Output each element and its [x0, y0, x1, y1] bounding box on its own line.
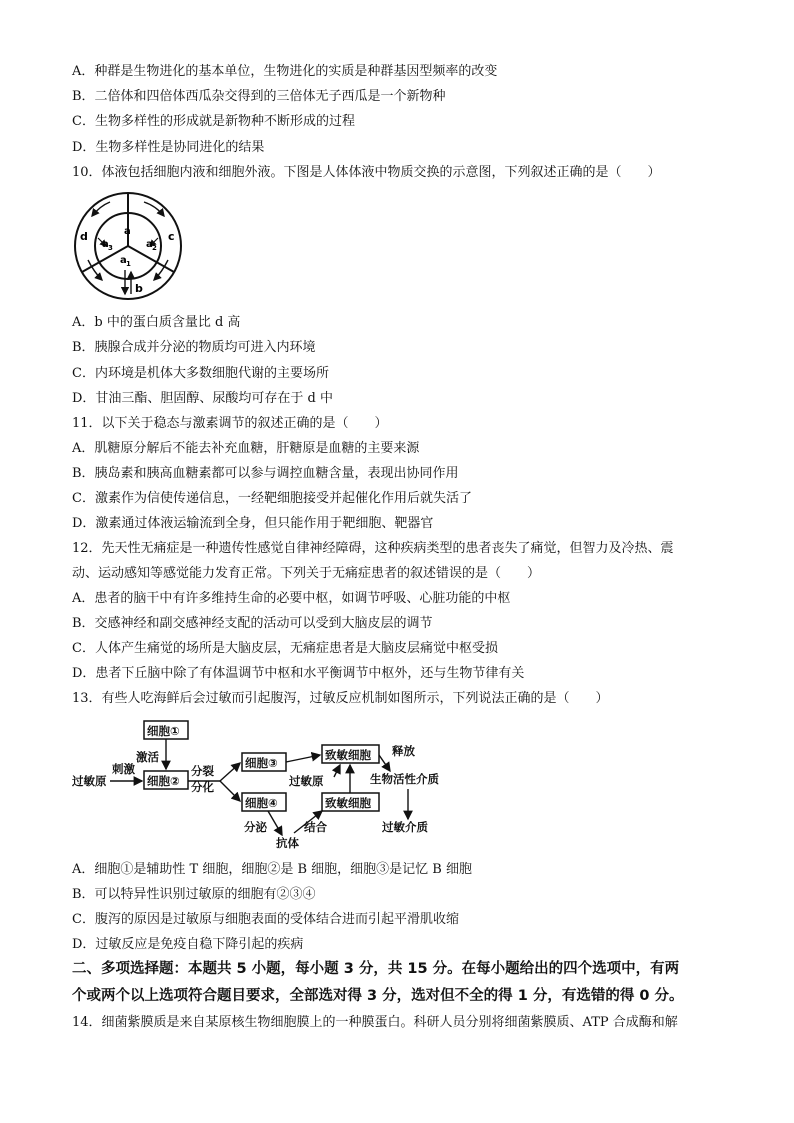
svg-text:分裂: 分裂: [191, 764, 214, 778]
svg-text:2: 2: [152, 244, 157, 252]
svg-text:致敏细胞: 致敏细胞: [325, 796, 371, 810]
svg-text:过敏原: 过敏原: [72, 774, 107, 788]
svg-text:过敏介质: 过敏介质: [382, 820, 428, 834]
svg-text:1: 1: [126, 260, 131, 268]
question-13-stem: 13．有些人吃海鲜后会过敏而引起腹泻，过敏反应机制如图所示，下列说法正确的是（ ）: [72, 691, 609, 706]
question-12-stem-1: 12．先天性无痛症是一种遗传性感觉自律神经障碍，这种疾病类型的患者丧失了痛觉，但智力及冷热、震: [72, 541, 674, 556]
svg-text:致敏细胞: 致敏细胞: [325, 748, 371, 762]
allergy-mechanism-diagram: [72, 715, 452, 855]
label-a1: a: [120, 255, 127, 266]
svg-text:细胞②: 细胞②: [147, 774, 180, 788]
q11-option-b: B．胰岛素和胰高血糖素都可以参与调控血糖含量，表现出协同作用: [72, 466, 459, 481]
svg-text:细胞①: 细胞①: [147, 724, 180, 738]
svg-text:抗体: 抗体: [276, 836, 299, 850]
svg-text:生物活性介质: 生物活性介质: [370, 772, 439, 786]
question-14-stem: 14．细菌紫膜质是来自某原核生物细胞膜上的一种膜蛋白。科研人员分别将细菌紫膜质、ATP 合成酶和解: [72, 1015, 678, 1030]
section-2-heading-2: 个或两个以上选项符合题目要求，全部选对得 3 分，选对但不全的得 1 分，有选错的得 0 分。: [72, 988, 684, 1004]
svg-text:分泌: 分泌: [244, 820, 267, 834]
q12-option-b: B．交感神经和副交感神经支配的活动可以受到大脑皮层的调节: [72, 616, 433, 631]
question-11-stem: 11．以下关于稳态与激素调节的叙述正确的是（ ）: [72, 416, 388, 431]
svg-text:细胞④: 细胞④: [245, 796, 278, 810]
option-a: A．种群是生物进化的基本单位，生物进化的实质是种群基因型频率的改变: [72, 64, 498, 79]
q11-option-a: A．肌糖原分解后不能去补充血糖，肝糖原是血糖的主要来源: [72, 441, 420, 456]
label-a2: a: [146, 239, 153, 250]
q11-option-d: D．激素通过体液运输流到全身，但只能作用于靶细胞、靶器官: [72, 516, 434, 531]
body-fluid-diagram: [72, 190, 184, 302]
q10-option-d: D．甘油三酯、胆固醇、尿酸均可存在于 d 中: [72, 391, 334, 406]
section-2-heading-1: 二、多项选择题：本题共 5 小题，每小题 3 分，共 15 分。在每小题给出的四个选项中，有两: [72, 961, 680, 977]
q13-option-a: A．细胞①是辅助性 T 细胞，细胞②是 B 细胞，细胞③是记忆 B 细胞: [72, 862, 472, 877]
svg-text:3: 3: [108, 244, 113, 252]
label-a3: a: [102, 239, 109, 250]
q13-option-b: B．可以特异性识别过敏原的细胞有②③④: [72, 887, 316, 902]
q13-option-d: D．过敏反应是免疫自稳下降引起的疾病: [72, 937, 304, 952]
option-c: C．生物多样性的形成就是新物种不断形成的过程: [72, 114, 355, 129]
svg-text:分化: 分化: [191, 780, 214, 794]
question-10-stem: 10．体液包括细胞内液和细胞外液。下图是人体体液中物质交换的示意图，下列叙述正确的是（ ）: [72, 165, 661, 180]
label-a: a: [124, 226, 131, 237]
svg-text:细胞③: 细胞③: [245, 756, 278, 770]
label-d: d: [80, 230, 88, 243]
question-12-stem-2: 动、运动感知等感觉能力发育正常。下列关于无痛症患者的叙述错误的是（ ）: [72, 566, 541, 581]
label-c: c: [168, 230, 175, 243]
label-b: b: [135, 282, 143, 295]
q10-option-a: A．b 中的蛋白质含量比 d 高: [72, 315, 241, 330]
q10-option-c: C．内环境是机体大多数细胞代谢的主要场所: [72, 366, 329, 381]
q10-option-b: B．胰腺合成并分泌的物质均可进入内环境: [72, 340, 316, 355]
q12-option-a: A．患者的脑干中有许多维持生命的必要中枢，如调节呼吸、心脏功能的中枢: [72, 591, 511, 606]
svg-text:过敏原: 过敏原: [289, 774, 324, 788]
q13-option-c: C．腹泻的原因是过敏原与细胞表面的受体结合进而引起平滑肌收缩: [72, 912, 459, 927]
q11-option-c: C．激素作为信使传递信息，一经靶细胞接受并起催化作用后就失活了: [72, 491, 472, 506]
svg-text:释放: 释放: [392, 744, 415, 758]
q12-option-c: C．人体产生痛觉的场所是大脑皮层，无痛症患者是大脑皮层痛觉中枢受损: [72, 641, 498, 656]
option-b: B．二倍体和四倍体西瓜杂交得到的三倍体无子西瓜是一个新物种: [72, 89, 446, 104]
svg-text:结合: 结合: [304, 820, 327, 834]
option-d: D．生物多样性是协同进化的结果: [72, 140, 265, 155]
q12-option-d: D．患者下丘脑中除了有体温调节中枢和水平衡调节中枢外，还与生物节律有关: [72, 666, 525, 681]
svg-text:激活: 激活: [136, 750, 159, 764]
svg-text:刺激: 刺激: [112, 762, 135, 776]
